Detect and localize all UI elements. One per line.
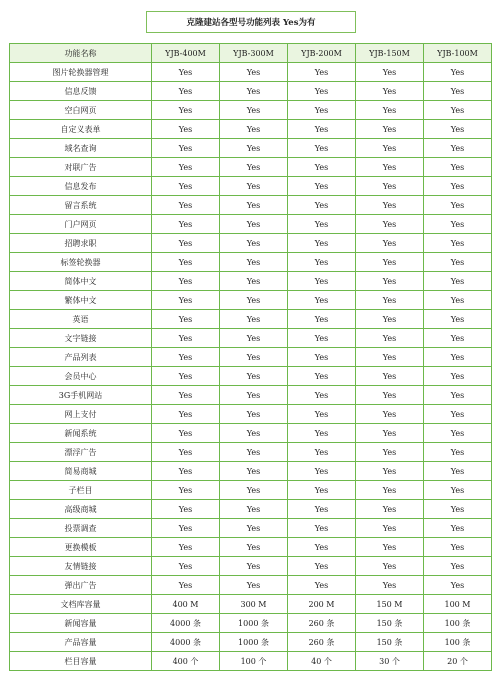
value-cell: Yes [356,367,424,386]
value-cell: Yes [220,424,288,443]
value-cell: 4000 条 [152,614,220,633]
value-cell: Yes [152,272,220,291]
value-cell: Yes [288,443,356,462]
value-cell: Yes [288,557,356,576]
value-cell: Yes [424,253,492,272]
value-cell: Yes [356,481,424,500]
column-header-model: YJB-150M [356,44,424,63]
value-cell: Yes [424,557,492,576]
feature-name-cell: 信息反馈 [10,82,152,101]
value-cell: Yes [288,234,356,253]
value-cell: Yes [152,177,220,196]
value-cell: Yes [288,310,356,329]
value-cell: Yes [220,82,288,101]
value-cell: Yes [356,557,424,576]
value-cell: 20 个 [424,652,492,671]
value-cell: Yes [288,101,356,120]
value-cell: 4000 条 [152,633,220,652]
value-cell: Yes [356,538,424,557]
value-cell: Yes [288,329,356,348]
value-cell: Yes [288,177,356,196]
page-title: 克隆建站各型号功能列表 Yes为有 [146,11,356,33]
value-cell: Yes [220,196,288,215]
value-cell: Yes [288,519,356,538]
value-cell: Yes [356,272,424,291]
value-cell: Yes [220,101,288,120]
feature-name-cell: 门户网页 [10,215,152,234]
value-cell: Yes [152,557,220,576]
column-header-model: YJB-400M [152,44,220,63]
value-cell: Yes [220,481,288,500]
value-cell: Yes [424,177,492,196]
value-cell: Yes [220,576,288,595]
value-cell: Yes [152,120,220,139]
feature-table [9,43,492,671]
feature-name-cell: 信息发布 [10,177,152,196]
feature-name-cell: 标签轮换器 [10,253,152,272]
value-cell: Yes [152,576,220,595]
value-cell: Yes [220,234,288,253]
table-row [10,272,492,291]
value-cell: Yes [288,82,356,101]
value-cell: Yes [152,424,220,443]
value-cell: 400 M [152,595,220,614]
table-header-row [10,44,492,63]
table-row [10,82,492,101]
table-row [10,177,492,196]
value-cell: Yes [152,234,220,253]
table-row [10,329,492,348]
table-row [10,500,492,519]
value-cell: Yes [152,63,220,82]
value-cell: Yes [220,329,288,348]
value-cell: 260 条 [288,614,356,633]
table-row [10,405,492,424]
feature-name-cell: 简体中文 [10,272,152,291]
value-cell: Yes [356,196,424,215]
value-cell: Yes [220,462,288,481]
table-row [10,633,492,652]
value-cell: Yes [220,348,288,367]
value-cell: Yes [424,139,492,158]
value-cell: 150 条 [356,614,424,633]
value-cell: Yes [356,120,424,139]
value-cell: Yes [220,310,288,329]
value-cell: 100 M [424,595,492,614]
value-cell: Yes [424,424,492,443]
value-cell: Yes [356,576,424,595]
value-cell: Yes [424,481,492,500]
feature-name-cell: 网上支付 [10,405,152,424]
value-cell: 1000 条 [220,614,288,633]
value-cell: Yes [424,310,492,329]
value-cell: Yes [424,101,492,120]
value-cell: Yes [152,82,220,101]
value-cell: Yes [152,348,220,367]
value-cell: Yes [288,120,356,139]
feature-name-cell: 新闻容量 [10,614,152,633]
feature-name-cell: 友情链接 [10,557,152,576]
value-cell: Yes [288,291,356,310]
column-header-model: YJB-200M [288,44,356,63]
value-cell: Yes [220,291,288,310]
feature-name-cell: 空白网页 [10,101,152,120]
value-cell: Yes [424,576,492,595]
table-row [10,519,492,538]
value-cell: Yes [424,519,492,538]
value-cell: Yes [288,272,356,291]
value-cell: 100 条 [424,633,492,652]
value-cell: Yes [424,386,492,405]
value-cell: Yes [152,367,220,386]
value-cell: Yes [288,215,356,234]
value-cell: Yes [220,120,288,139]
value-cell: Yes [424,329,492,348]
table-row [10,443,492,462]
value-cell: Yes [152,158,220,177]
value-cell: Yes [356,386,424,405]
value-cell: Yes [220,158,288,177]
value-cell: 1000 条 [220,633,288,652]
value-cell: Yes [424,215,492,234]
value-cell: Yes [288,462,356,481]
value-cell: Yes [356,443,424,462]
value-cell: Yes [220,557,288,576]
feature-name-cell: 会员中心 [10,367,152,386]
table-row [10,253,492,272]
table-row [10,614,492,633]
feature-name-cell: 对联广告 [10,158,152,177]
value-cell: Yes [424,120,492,139]
value-cell: Yes [288,386,356,405]
table-body [10,44,492,671]
value-cell: Yes [288,348,356,367]
value-cell: Yes [356,519,424,538]
feature-name-cell: 留言系统 [10,196,152,215]
value-cell: Yes [220,63,288,82]
value-cell: Yes [424,443,492,462]
value-cell: Yes [356,291,424,310]
table-row [10,348,492,367]
value-cell: Yes [152,101,220,120]
feature-name-cell: 英语 [10,310,152,329]
value-cell: Yes [288,500,356,519]
table-row [10,386,492,405]
value-cell: Yes [288,367,356,386]
column-header-model: YJB-100M [424,44,492,63]
feature-name-cell: 域名查询 [10,139,152,158]
value-cell: 300 M [220,595,288,614]
value-cell: Yes [356,310,424,329]
table-row [10,595,492,614]
value-cell: 400 个 [152,652,220,671]
table-row [10,481,492,500]
feature-name-cell: 文字链接 [10,329,152,348]
value-cell: Yes [424,63,492,82]
value-cell: Yes [356,234,424,253]
feature-name-cell: 繁体中文 [10,291,152,310]
value-cell: Yes [288,253,356,272]
value-cell: 200 M [288,595,356,614]
value-cell: Yes [356,329,424,348]
value-cell: Yes [152,538,220,557]
table-row [10,310,492,329]
value-cell: Yes [220,538,288,557]
feature-name-cell: 新闻系统 [10,424,152,443]
value-cell: Yes [356,101,424,120]
value-cell: Yes [152,481,220,500]
value-cell: Yes [424,196,492,215]
value-cell: Yes [424,538,492,557]
column-header-feature: 功能名称 [10,44,152,63]
table-row [10,291,492,310]
value-cell: 100 条 [424,614,492,633]
value-cell: Yes [220,177,288,196]
feature-name-cell: 文档库容量 [10,595,152,614]
value-cell: Yes [424,462,492,481]
value-cell: Yes [220,367,288,386]
table-row [10,576,492,595]
value-cell: Yes [152,462,220,481]
table-row [10,367,492,386]
value-cell: Yes [288,158,356,177]
feature-name-cell: 招聘求职 [10,234,152,253]
value-cell: Yes [220,500,288,519]
value-cell: Yes [288,538,356,557]
feature-name-cell: 产品列表 [10,348,152,367]
table-row [10,234,492,253]
value-cell: Yes [424,500,492,519]
value-cell: Yes [152,329,220,348]
value-cell: Yes [152,386,220,405]
value-cell: Yes [288,576,356,595]
table-row [10,424,492,443]
value-cell: Yes [424,234,492,253]
value-cell: 100 个 [220,652,288,671]
value-cell: Yes [424,367,492,386]
value-cell: Yes [152,215,220,234]
value-cell: Yes [424,291,492,310]
value-cell: Yes [356,405,424,424]
value-cell: Yes [288,139,356,158]
value-cell: Yes [356,500,424,519]
value-cell: Yes [220,386,288,405]
feature-name-cell: 高级商城 [10,500,152,519]
value-cell: Yes [356,139,424,158]
value-cell: Yes [288,481,356,500]
value-cell: Yes [356,177,424,196]
value-cell: Yes [288,63,356,82]
value-cell: Yes [152,139,220,158]
feature-name-cell: 漂浮广告 [10,443,152,462]
feature-name-cell: 投票调查 [10,519,152,538]
value-cell: 40 个 [288,652,356,671]
value-cell: Yes [152,253,220,272]
value-cell: 150 条 [356,633,424,652]
table-row [10,462,492,481]
column-header-model: YJB-300M [220,44,288,63]
value-cell: Yes [356,253,424,272]
value-cell: 150 M [356,595,424,614]
value-cell: Yes [152,519,220,538]
feature-name-cell: 简易商城 [10,462,152,481]
value-cell: Yes [356,63,424,82]
value-cell: Yes [220,519,288,538]
value-cell: Yes [424,158,492,177]
value-cell: Yes [288,424,356,443]
value-cell: Yes [152,443,220,462]
value-cell: Yes [152,196,220,215]
value-cell: 260 条 [288,633,356,652]
table-row [10,120,492,139]
feature-name-cell: 更换模板 [10,538,152,557]
feature-name-cell: 产品容量 [10,633,152,652]
value-cell: Yes [220,139,288,158]
value-cell: Yes [152,405,220,424]
value-cell: Yes [220,405,288,424]
value-cell: Yes [220,272,288,291]
value-cell: Yes [220,215,288,234]
table-row [10,158,492,177]
value-cell: Yes [356,424,424,443]
value-cell: Yes [152,291,220,310]
feature-name-cell: 子栏目 [10,481,152,500]
value-cell: Yes [356,215,424,234]
value-cell: Yes [152,310,220,329]
value-cell: Yes [220,443,288,462]
value-cell: Yes [356,158,424,177]
table-row [10,139,492,158]
value-cell: Yes [288,405,356,424]
table-row [10,215,492,234]
value-cell: Yes [356,82,424,101]
value-cell: 30 个 [356,652,424,671]
value-cell: Yes [424,272,492,291]
value-cell: Yes [288,196,356,215]
table-row [10,652,492,671]
table-row [10,101,492,120]
value-cell: Yes [356,348,424,367]
value-cell: Yes [220,253,288,272]
feature-name-cell: 栏目容量 [10,652,152,671]
value-cell: Yes [152,500,220,519]
feature-name-cell: 弹出广告 [10,576,152,595]
feature-name-cell: 3G手机网站 [10,386,152,405]
table-row [10,63,492,82]
value-cell: Yes [424,405,492,424]
table-row [10,538,492,557]
feature-name-cell: 自定义表单 [10,120,152,139]
value-cell: Yes [356,462,424,481]
feature-name-cell: 图片轮换器管理 [10,63,152,82]
value-cell: Yes [424,348,492,367]
table-row [10,196,492,215]
value-cell: Yes [424,82,492,101]
table-row [10,557,492,576]
